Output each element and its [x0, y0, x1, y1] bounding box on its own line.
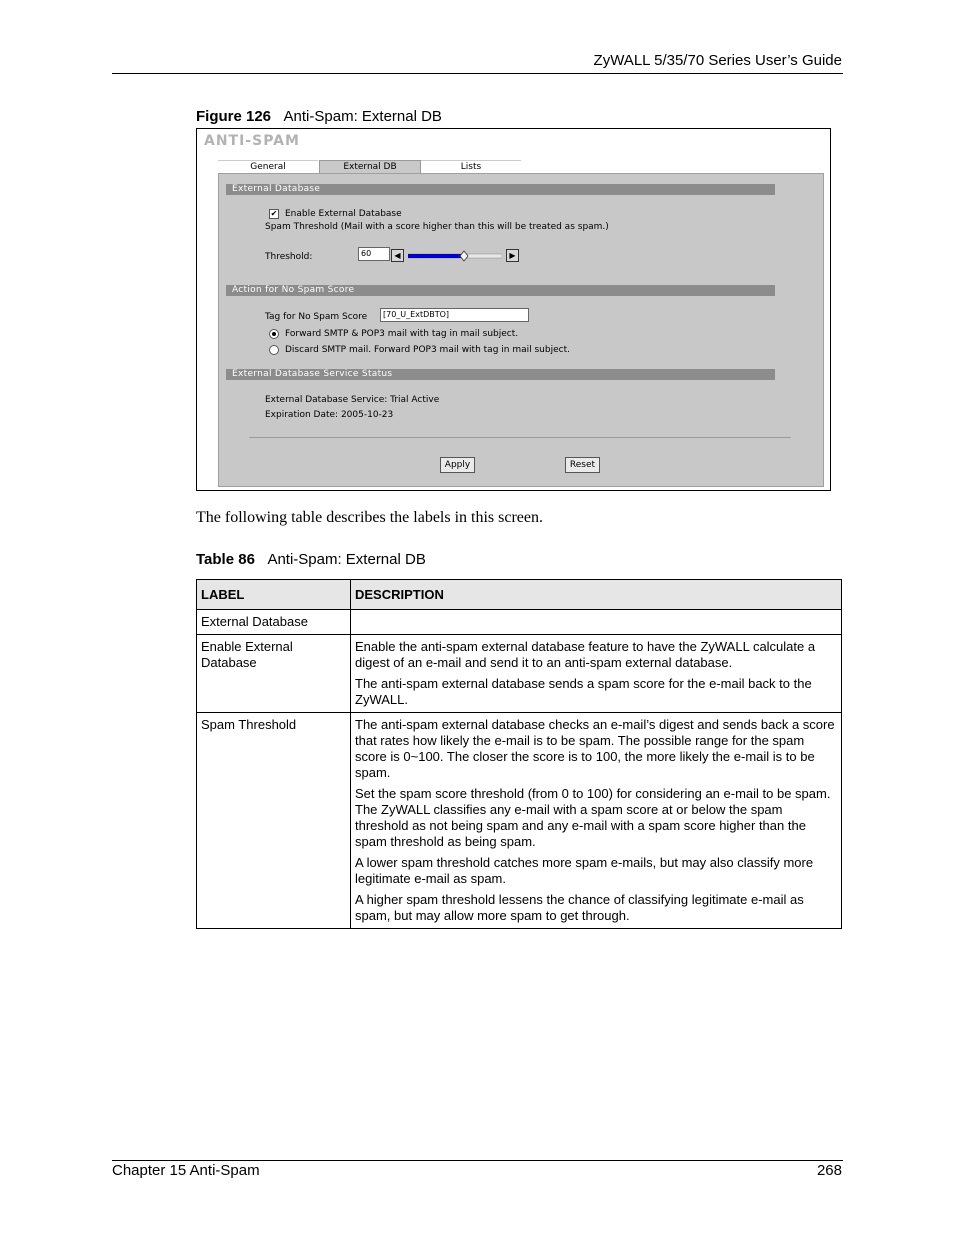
- divider: [249, 437, 791, 438]
- screenshot-frame: [196, 128, 831, 491]
- apply-button[interactable]: Apply: [440, 457, 475, 473]
- table-caption: [196, 551, 426, 568]
- row-label: Spam Threshold: [197, 713, 351, 929]
- tab-general[interactable]: General: [218, 160, 318, 173]
- table-row: [197, 635, 842, 713]
- row-label: Enable External Database: [197, 635, 351, 713]
- screen-title: ANTI-SPAM: [204, 133, 300, 149]
- threshold-slider[interactable]: [408, 249, 502, 261]
- slider-knob[interactable]: [460, 251, 468, 261]
- row-description: [351, 713, 842, 929]
- tab-lists[interactable]: Lists: [421, 160, 521, 173]
- description-paragraph: Set the spam score threshold (from 0 to 100) for considering an e-mail to be spam. The ZyWALL classifies any e-mail with a spam score at or below the spam threshold as not being spam and any e-mail with a spam score higher than the spam threshold as being spam.: [355, 786, 831, 849]
- tag-no-spam-score-label: Tag for No Spam Score: [265, 312, 368, 322]
- labels-table: [196, 579, 842, 929]
- table-header-row: [197, 580, 842, 610]
- row-description: [351, 610, 842, 635]
- figure-number: Figure 126: [196, 108, 272, 125]
- table-number: Table 86: [196, 551, 255, 568]
- enable-external-db-label: Enable External Database: [285, 209, 402, 219]
- radio-discard-label: Discard SMTP mail. Forward POP3 mail with tag in mail subject.: [285, 345, 570, 355]
- footer-rule: [112, 1160, 843, 1161]
- left-arrow-icon: ◀: [394, 251, 401, 260]
- section-external-database: External Database: [226, 184, 775, 195]
- right-arrow-icon: ▶: [509, 251, 516, 260]
- running-header-title: ZyWALL 5/35/70 Series User’s Guide: [593, 52, 842, 69]
- spam-threshold-description: Spam Threshold (Mail with a score higher than this will be treated as spam.): [265, 222, 609, 232]
- body-sentence: The following table describes the labels in this screen.: [196, 509, 544, 526]
- footer-page-number: 268: [816, 1162, 842, 1179]
- description-paragraph: Enable the anti-spam external database feature to have the ZyWALL calculate a digest of an e-mail and send it to an anti-spam external database.: [355, 639, 816, 670]
- expiration-date-text: Expiration Date: 2005-10-23: [265, 410, 394, 420]
- slider-fill: [408, 254, 464, 258]
- table-row: [197, 713, 842, 929]
- service-status-text: External Database Service: Trial Active: [265, 395, 440, 405]
- description-paragraph: A lower spam threshold catches more spam e-mails, but may also classify more legitimate e-mail as spam.: [355, 855, 814, 886]
- figure-title: Anti-Spam: External DB: [283, 108, 442, 125]
- header-rule: [112, 73, 843, 74]
- header-description: DESCRIPTION: [351, 580, 842, 610]
- tag-no-spam-score-input[interactable]: [70_U_ExtDBTO]: [380, 308, 529, 322]
- description-paragraph: The anti-spam external database checks an e-mail’s digest and sends back a score that rates how likely the e-mail is to be spam. The possible range for the spam score is 0~100. The closer the score is to 100, the more likely the e-mail is to be spam.: [355, 717, 835, 780]
- slider-graphic: [408, 250, 502, 262]
- check-icon: ✔: [270, 209, 278, 218]
- radio-forward[interactable]: [269, 329, 279, 339]
- table-row: [197, 610, 842, 635]
- footer-chapter: Chapter 15 Anti-Spam: [112, 1162, 260, 1179]
- row-label: External Database: [197, 610, 351, 635]
- tab-external-db[interactable]: External DB: [319, 160, 421, 174]
- threshold-label: Threshold:: [265, 252, 313, 262]
- section-service-status: External Database Service Status: [226, 369, 775, 380]
- radio-forward-label: Forward SMTP & POP3 mail with tag in mail subject.: [285, 329, 519, 339]
- section-action-no-spam-score: Action for No Spam Score: [226, 285, 775, 296]
- row-description: [351, 635, 842, 713]
- reset-button[interactable]: Reset: [565, 457, 600, 473]
- threshold-decrease-button[interactable]: [391, 249, 404, 262]
- figure-caption: [196, 108, 442, 125]
- description-paragraph: The anti-spam external database sends a spam score for the e-mail back to the ZyWALL.: [355, 676, 812, 707]
- table-title: Anti-Spam: External DB: [267, 551, 426, 568]
- threshold-input[interactable]: 60: [358, 247, 390, 261]
- header-label: LABEL: [197, 580, 351, 610]
- radio-discard[interactable]: [269, 345, 279, 355]
- enable-external-db-checkbox[interactable]: [269, 209, 279, 219]
- threshold-increase-button[interactable]: [506, 249, 519, 262]
- description-paragraph: A higher spam threshold lessens the chance of classifying legitimate e-mail as spam, but may allow more spam to get through.: [355, 892, 804, 923]
